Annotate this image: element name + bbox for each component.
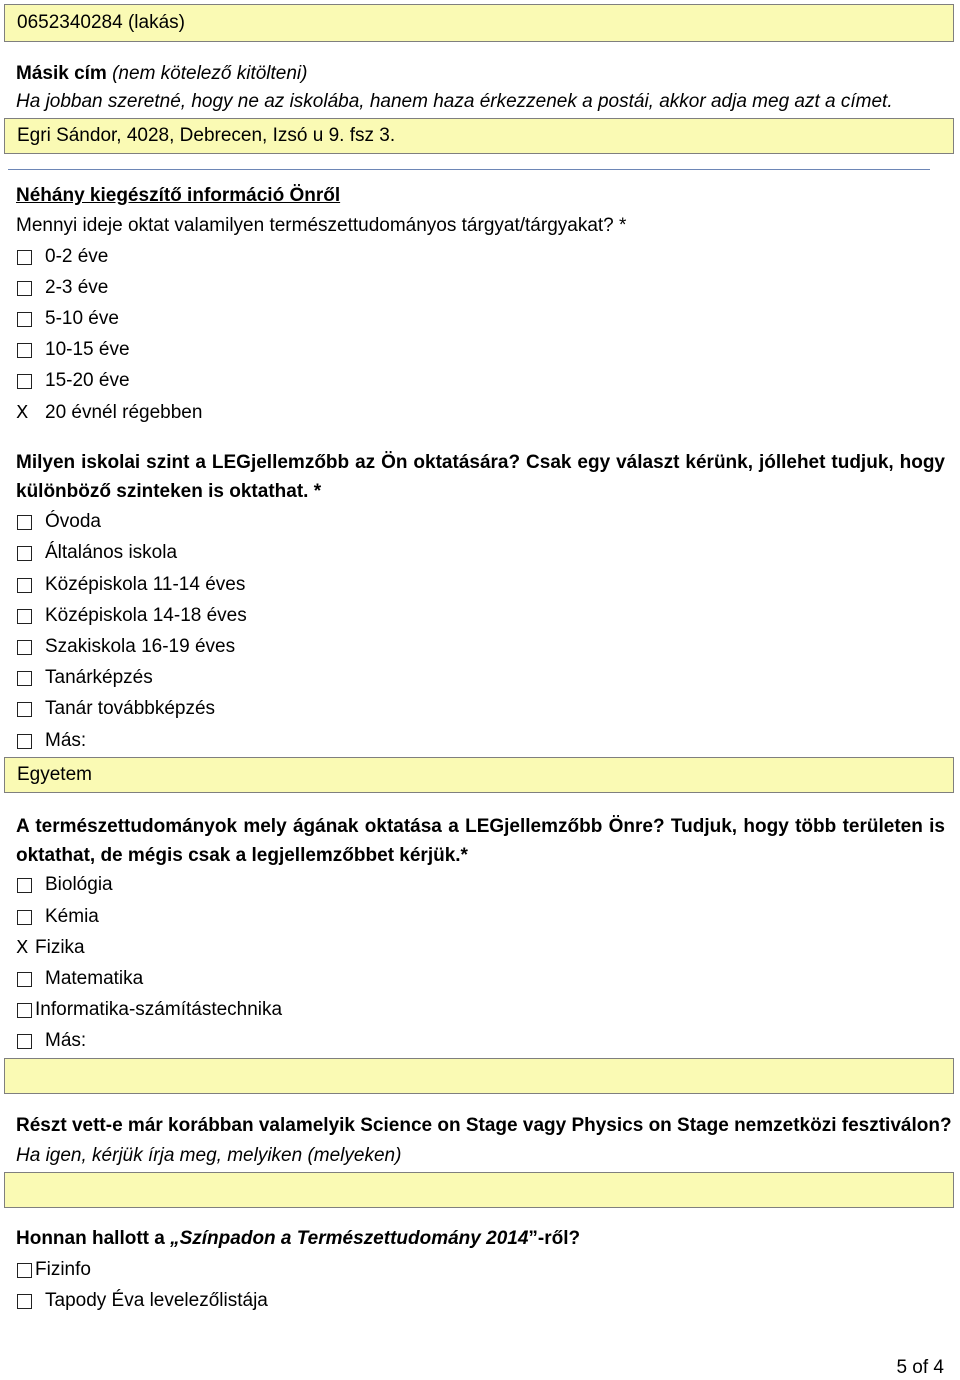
branch-other-field[interactable]	[4, 1058, 954, 1094]
event-title: „Színpadon a Természettudomány 2014	[170, 1228, 529, 1249]
checkbox[interactable]	[17, 671, 32, 686]
years-option[interactable]: 15-20 éve	[16, 369, 130, 393]
source-question: Honnan hallott a „Színpadon a Természettudomány 2014”-ről?	[16, 1228, 581, 1249]
source-option[interactable]: Fizinfo	[16, 1258, 91, 1282]
checkbox[interactable]	[17, 1003, 32, 1018]
level-option[interactable]: Tanárképzés	[16, 666, 153, 690]
checkbox[interactable]	[17, 1294, 32, 1309]
checkbox[interactable]	[17, 312, 32, 327]
checkbox[interactable]	[17, 546, 32, 561]
festival-hint: Ha igen, kérjük írja meg, melyiken (melyeken)	[16, 1145, 402, 1166]
other-address-label: Másik cím	[16, 63, 107, 84]
checkbox[interactable]	[17, 734, 32, 749]
level-option[interactable]: Általános iskola	[16, 541, 177, 565]
checkbox[interactable]	[17, 515, 32, 530]
other-address-hint: Ha jobban szeretné, hogy ne az iskolába, hanem haza érkezzenek a postái, akkor adja meg azt a címet.	[16, 91, 893, 112]
level-option[interactable]: Középiskola 11-14 éves	[16, 573, 245, 597]
branch-option[interactable]: Matematika	[16, 967, 143, 991]
checkbox[interactable]	[17, 578, 32, 593]
level-question: Milyen iskolai szint a LEGjellemzőbb az Ön oktatására? Csak egy választ kérünk, jóllehet tudjuk, hogy különböző szinteken is oktathat. *	[16, 452, 945, 502]
phone-field-value: 0652340284 (lakás)	[17, 12, 185, 33]
level-option[interactable]: Más:	[16, 729, 86, 753]
years-question: Mennyi ideje oktat valamilyen természettudományos tárgyat/tárgyakat? *	[16, 215, 627, 236]
years-option[interactable]: 0-2 éve	[16, 245, 108, 269]
level-other-field[interactable]	[4, 757, 954, 793]
checked-mark[interactable]: X	[16, 937, 29, 958]
years-option[interactable]: 2-3 éve	[16, 276, 108, 300]
checkbox[interactable]	[17, 1034, 32, 1049]
checkbox[interactable]	[17, 609, 32, 624]
source-option[interactable]: Tapody Éva levelezőlistája	[16, 1289, 268, 1313]
level-option[interactable]: Szakiskola 16-19 éves	[16, 635, 235, 659]
branch-question: A természettudományok mely ágának oktatása a LEGjellemzőbb Önre? Tudjuk, hogy több területen is oktathat, de mégis csak a legjellemzőbbet kérjük.*	[16, 816, 945, 866]
branch-option[interactable]: Más:	[16, 1029, 86, 1053]
checkbox[interactable]	[17, 250, 32, 265]
branch-option[interactable]: X Fizika	[16, 937, 85, 958]
years-option[interactable]: 10-15 éve	[16, 338, 130, 362]
extra-info-heading: Néhány kiegészítő információ Önről	[16, 185, 341, 206]
other-address-label-row	[16, 62, 307, 86]
checkbox[interactable]	[17, 910, 32, 925]
checkbox[interactable]	[17, 702, 32, 717]
page-number: 5 of 4	[896, 1357, 944, 1378]
other-address-field[interactable]	[4, 118, 954, 154]
checkbox[interactable]	[17, 972, 32, 987]
checkbox[interactable]	[17, 343, 32, 358]
festival-field[interactable]	[4, 1172, 954, 1208]
checked-mark[interactable]: X	[16, 402, 29, 423]
checkbox[interactable]	[17, 640, 32, 655]
checkbox[interactable]	[17, 1263, 32, 1278]
other-address-optional-note: (nem kötelező kitölteni)	[112, 63, 308, 84]
checkbox[interactable]	[17, 878, 32, 893]
section-divider	[8, 169, 930, 170]
branch-option[interactable]: Informatika-számítástechnika	[16, 998, 282, 1022]
level-other-value: Egyetem	[17, 764, 92, 785]
festival-question: Részt vett-e már korábban valamelyik Science on Stage vagy Physics on Stage nemzetközi fesztiválon?	[16, 1115, 952, 1136]
checkbox[interactable]	[17, 374, 32, 389]
years-option[interactable]: 5-10 éve	[16, 307, 119, 331]
level-option[interactable]: Középiskola 14-18 éves	[16, 604, 247, 628]
level-option[interactable]: Tanár továbbképzés	[16, 697, 215, 721]
branch-option[interactable]: Biológia	[16, 873, 113, 897]
branch-option[interactable]: Kémia	[16, 905, 99, 929]
years-option[interactable]: X 20 évnél régebben	[16, 402, 203, 423]
phone-field[interactable]	[4, 4, 954, 42]
other-address-value: Egri Sándor, 4028, Debrecen, Izsó u 9. fsz 3.	[17, 125, 396, 146]
level-option[interactable]: Óvoda	[16, 510, 101, 534]
checkbox[interactable]	[17, 281, 32, 296]
